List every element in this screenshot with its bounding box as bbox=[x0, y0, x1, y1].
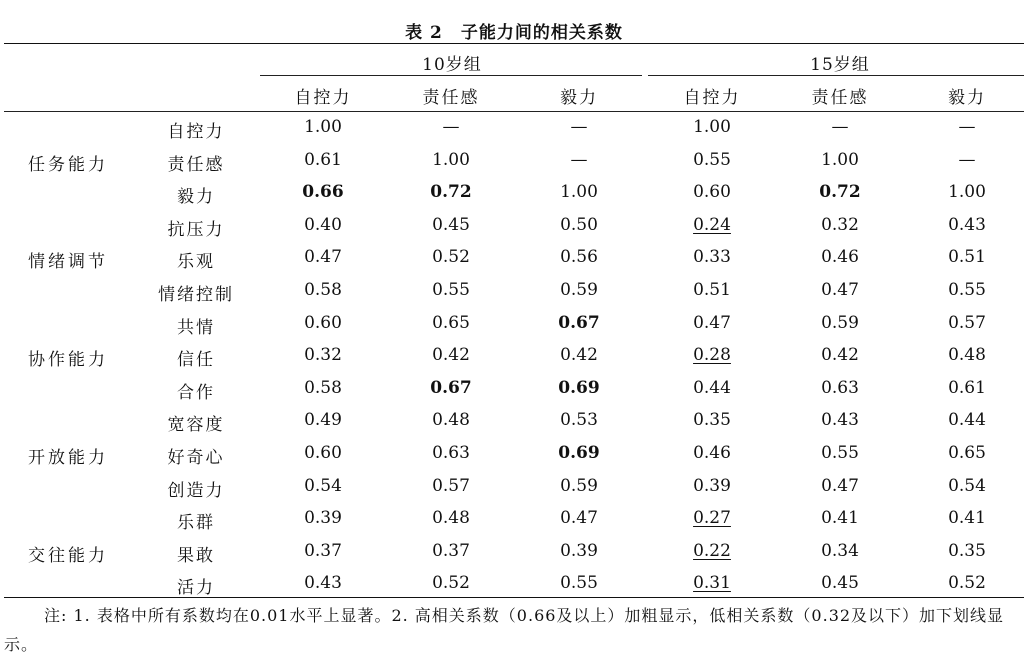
table-cell bbox=[795, 410, 885, 430]
cell-value: 0.44 bbox=[693, 377, 731, 398]
cell-value: 0.48 bbox=[948, 345, 986, 366]
cell-value: 0.32 bbox=[821, 214, 859, 235]
cell-value: 0.43 bbox=[821, 410, 859, 431]
cell-value: — bbox=[442, 117, 460, 137]
table-cell bbox=[795, 150, 885, 170]
cell-value: 0.52 bbox=[432, 247, 470, 268]
table-cell bbox=[922, 313, 1012, 333]
table-cell bbox=[406, 150, 496, 170]
table-cell bbox=[406, 313, 496, 333]
table-cell bbox=[922, 541, 1012, 561]
table-cell bbox=[534, 476, 624, 496]
table-cell bbox=[406, 378, 496, 398]
top-rule bbox=[4, 43, 1024, 44]
table-cell bbox=[406, 280, 496, 300]
table-cell bbox=[278, 443, 368, 463]
row-label: 好奇心 bbox=[167, 448, 225, 468]
table-cell bbox=[922, 215, 1012, 235]
table-cell bbox=[406, 215, 496, 235]
cell-value: 0.51 bbox=[948, 247, 986, 268]
table-cell bbox=[278, 345, 368, 365]
category-label: 协作能力 bbox=[28, 350, 108, 371]
table-cell bbox=[406, 182, 496, 202]
cell-value: 0.47 bbox=[560, 508, 598, 529]
table-cell bbox=[922, 378, 1012, 398]
row-label: 抗压力 bbox=[167, 219, 225, 240]
table-cell bbox=[795, 215, 885, 235]
table-cell bbox=[534, 410, 624, 430]
cell-value: 0.32 bbox=[304, 345, 342, 366]
cell-value: 0.72 bbox=[819, 182, 861, 203]
cell-value: 0.35 bbox=[948, 540, 986, 561]
cell-value: — bbox=[570, 149, 588, 170]
cell-value: 0.43 bbox=[304, 573, 342, 594]
column-header: 毅力 bbox=[560, 88, 598, 108]
cell-value: 0.67 bbox=[430, 377, 472, 398]
cell-value: — bbox=[958, 149, 976, 170]
table-cell bbox=[667, 345, 757, 365]
table-cell bbox=[922, 573, 1012, 593]
cell-value: 0.66 bbox=[302, 182, 344, 203]
cell-value: 0.39 bbox=[560, 540, 598, 561]
table-cell bbox=[278, 280, 368, 300]
table-cell bbox=[278, 573, 368, 593]
cell-value: 0.31 bbox=[693, 573, 731, 594]
cell-value: 0.69 bbox=[558, 443, 600, 463]
table-cell bbox=[534, 247, 624, 267]
table-cell bbox=[534, 280, 624, 300]
table-cell bbox=[278, 150, 368, 170]
cell-value: 0.65 bbox=[948, 443, 986, 463]
row-label: 情绪控制 bbox=[158, 285, 234, 305]
cell-value: 1.00 bbox=[693, 117, 731, 137]
table-cell bbox=[667, 378, 757, 398]
table-cell bbox=[922, 508, 1012, 528]
table-cell bbox=[795, 247, 885, 267]
table-cell bbox=[795, 443, 885, 463]
cell-value: 0.61 bbox=[948, 377, 986, 398]
cell-value: 0.59 bbox=[560, 475, 598, 496]
table-cell bbox=[922, 280, 1012, 300]
table-cell bbox=[534, 541, 624, 561]
table-cell bbox=[922, 247, 1012, 267]
table-cell bbox=[278, 378, 368, 398]
cell-value: 0.51 bbox=[693, 280, 731, 300]
table-cell bbox=[922, 150, 1012, 170]
table-cell bbox=[795, 573, 885, 593]
table-cell bbox=[406, 508, 496, 528]
category-label: 开放能力 bbox=[28, 448, 108, 468]
group-rule-15 bbox=[648, 75, 1024, 76]
cell-value: 0.46 bbox=[693, 443, 731, 463]
column-header: 毅力 bbox=[948, 88, 986, 108]
table-cell bbox=[795, 313, 885, 333]
table-cell bbox=[922, 410, 1012, 430]
table-cell bbox=[278, 117, 368, 137]
header-rule bbox=[4, 111, 1024, 112]
table-cell bbox=[667, 280, 757, 300]
cell-value: 0.63 bbox=[821, 377, 859, 398]
table-cell bbox=[667, 443, 757, 463]
cell-value: 0.45 bbox=[432, 214, 470, 235]
cell-value: 0.33 bbox=[693, 247, 731, 268]
table-cell bbox=[922, 443, 1012, 463]
cell-value: 0.56 bbox=[560, 247, 598, 268]
cell-value: 0.55 bbox=[821, 443, 859, 463]
cell-value: 0.69 bbox=[558, 377, 600, 398]
table-cell bbox=[922, 117, 1012, 137]
table-cell bbox=[795, 345, 885, 365]
cell-value: 0.67 bbox=[558, 312, 600, 333]
table-cell bbox=[534, 443, 624, 463]
cell-value: 0.24 bbox=[693, 214, 731, 235]
table-cell bbox=[667, 215, 757, 235]
table-cell bbox=[406, 573, 496, 593]
cell-value: 1.00 bbox=[304, 117, 342, 137]
category-label: 任务能力 bbox=[28, 154, 108, 175]
row-label: 创造力 bbox=[167, 480, 225, 501]
table-cell bbox=[406, 247, 496, 267]
cell-value: 0.52 bbox=[432, 573, 470, 594]
table-cell bbox=[534, 573, 624, 593]
table-cell bbox=[406, 117, 496, 137]
cell-value: 0.61 bbox=[304, 149, 342, 170]
row-label: 果敢 bbox=[177, 545, 215, 566]
cell-value: 0.43 bbox=[948, 214, 986, 235]
table-cell bbox=[406, 541, 496, 561]
table-cell bbox=[667, 150, 757, 170]
table-title: 表 2 子能力间的相关系数 bbox=[405, 23, 623, 43]
column-header: 自控力 bbox=[683, 88, 741, 108]
cell-value: 0.63 bbox=[432, 443, 470, 463]
table-cell bbox=[278, 476, 368, 496]
row-label: 乐观 bbox=[177, 252, 215, 273]
cell-value: 0.54 bbox=[948, 475, 986, 496]
cell-value: 0.37 bbox=[432, 540, 470, 561]
row-label: 宽容度 bbox=[167, 415, 225, 436]
cell-value: 0.39 bbox=[693, 475, 731, 496]
cell-value: 0.47 bbox=[821, 475, 859, 496]
cell-value: 0.45 bbox=[821, 573, 859, 594]
cell-value: 0.60 bbox=[693, 182, 731, 203]
row-label: 活力 bbox=[177, 578, 215, 599]
cell-value: 0.46 bbox=[821, 247, 859, 268]
table-cell bbox=[667, 508, 757, 528]
table-cell bbox=[795, 117, 885, 137]
table-cell bbox=[667, 247, 757, 267]
cell-value: 0.39 bbox=[304, 508, 342, 529]
row-label: 责任感 bbox=[167, 154, 225, 175]
table-cell bbox=[795, 182, 885, 202]
cell-value: 0.42 bbox=[560, 345, 598, 366]
table-cell bbox=[406, 476, 496, 496]
row-label: 乐群 bbox=[177, 513, 215, 534]
table-cell bbox=[667, 573, 757, 593]
cell-value: 0.55 bbox=[693, 149, 731, 170]
cell-value: 0.60 bbox=[304, 312, 342, 333]
cell-value: 0.34 bbox=[821, 540, 859, 561]
cell-value: 0.40 bbox=[304, 214, 342, 235]
table-cell bbox=[795, 476, 885, 496]
table-cell bbox=[667, 410, 757, 430]
cell-value: — bbox=[831, 117, 849, 137]
column-header: 责任感 bbox=[422, 88, 480, 108]
cell-value: 0.59 bbox=[821, 312, 859, 333]
table-cell bbox=[278, 410, 368, 430]
table-cell bbox=[534, 215, 624, 235]
cell-value: 0.57 bbox=[948, 312, 986, 333]
cell-value: 0.58 bbox=[304, 377, 342, 398]
table-cell bbox=[534, 150, 624, 170]
table-cell bbox=[278, 313, 368, 333]
table-cell bbox=[534, 345, 624, 365]
cell-value: 0.42 bbox=[432, 345, 470, 366]
cell-value: 0.49 bbox=[304, 410, 342, 431]
table-cell bbox=[922, 182, 1012, 202]
row-label: 毅力 bbox=[177, 187, 215, 208]
cell-value: 0.41 bbox=[821, 508, 859, 529]
cell-value: 0.55 bbox=[948, 280, 986, 300]
cell-value: 0.52 bbox=[948, 573, 986, 594]
cell-value: 0.59 bbox=[560, 280, 598, 300]
table-cell bbox=[667, 476, 757, 496]
table-cell bbox=[534, 313, 624, 333]
table-cell bbox=[278, 182, 368, 202]
table-cell bbox=[534, 508, 624, 528]
table-cell bbox=[406, 410, 496, 430]
table-cell bbox=[406, 345, 496, 365]
cell-value: 0.58 bbox=[304, 280, 342, 300]
cell-value: 0.27 bbox=[693, 508, 731, 529]
cell-value: 1.00 bbox=[432, 149, 470, 170]
cell-value: 1.00 bbox=[821, 149, 859, 170]
cell-value: 0.35 bbox=[693, 410, 731, 431]
row-label: 共情 bbox=[177, 317, 215, 338]
cell-value: 0.55 bbox=[560, 573, 598, 594]
table-cell bbox=[278, 508, 368, 528]
table-cell bbox=[278, 247, 368, 267]
cell-value: 0.41 bbox=[948, 508, 986, 529]
column-header: 自控力 bbox=[294, 88, 352, 108]
table-cell bbox=[922, 345, 1012, 365]
table-cell bbox=[278, 541, 368, 561]
cell-value: 0.48 bbox=[432, 410, 470, 431]
cell-value: 0.47 bbox=[304, 247, 342, 268]
row-label: 信任 bbox=[177, 350, 215, 371]
cell-value: 0.44 bbox=[948, 410, 986, 431]
cell-value: 0.28 bbox=[693, 345, 731, 366]
category-label: 情绪调节 bbox=[28, 252, 108, 273]
table-cell bbox=[922, 476, 1012, 496]
cell-value: 0.48 bbox=[432, 508, 470, 529]
cell-value: 0.42 bbox=[821, 345, 859, 366]
table-cell bbox=[795, 280, 885, 300]
table-note: 注: 1. 表格中所有系数均在0.01水平上显著。2. 高相关系数（0.66及以上）加粗显示，低相关系数（0.32及以下）加下划线显示。 bbox=[4, 606, 1005, 654]
group-rule-10 bbox=[260, 75, 642, 76]
table-cell bbox=[795, 378, 885, 398]
cell-value: 0.50 bbox=[560, 214, 598, 235]
table-cell bbox=[534, 182, 624, 202]
table-cell bbox=[667, 313, 757, 333]
cell-value: 0.72 bbox=[430, 182, 472, 203]
category-label: 交往能力 bbox=[28, 545, 108, 566]
table-cell bbox=[667, 117, 757, 137]
cell-value: 0.65 bbox=[432, 312, 470, 333]
table-cell bbox=[406, 443, 496, 463]
group-header-15: 15岁组 bbox=[810, 55, 870, 75]
cell-value: 0.54 bbox=[304, 475, 342, 496]
row-label: 合作 bbox=[177, 382, 215, 403]
table-cell bbox=[278, 215, 368, 235]
cell-value: — bbox=[958, 117, 976, 137]
cell-value: 0.22 bbox=[693, 540, 731, 561]
cell-value: 0.53 bbox=[560, 410, 598, 431]
cell-value: 1.00 bbox=[560, 182, 598, 203]
cell-value: 0.57 bbox=[432, 475, 470, 496]
cell-value: 0.47 bbox=[693, 312, 731, 333]
cell-value: 0.47 bbox=[821, 280, 859, 300]
cell-value: 0.55 bbox=[432, 280, 470, 300]
cell-value: 0.60 bbox=[304, 443, 342, 463]
table-cell bbox=[534, 378, 624, 398]
table-cell bbox=[795, 508, 885, 528]
row-label: 自控力 bbox=[167, 122, 225, 142]
cell-value: 0.37 bbox=[304, 540, 342, 561]
group-header-10: 10岁组 bbox=[422, 55, 482, 75]
column-header: 责任感 bbox=[811, 88, 869, 108]
table-cell bbox=[667, 541, 757, 561]
table-cell bbox=[667, 182, 757, 202]
cell-value: 1.00 bbox=[948, 182, 986, 203]
cell-value: — bbox=[570, 117, 588, 137]
table-cell bbox=[795, 541, 885, 561]
table-cell bbox=[534, 117, 624, 137]
